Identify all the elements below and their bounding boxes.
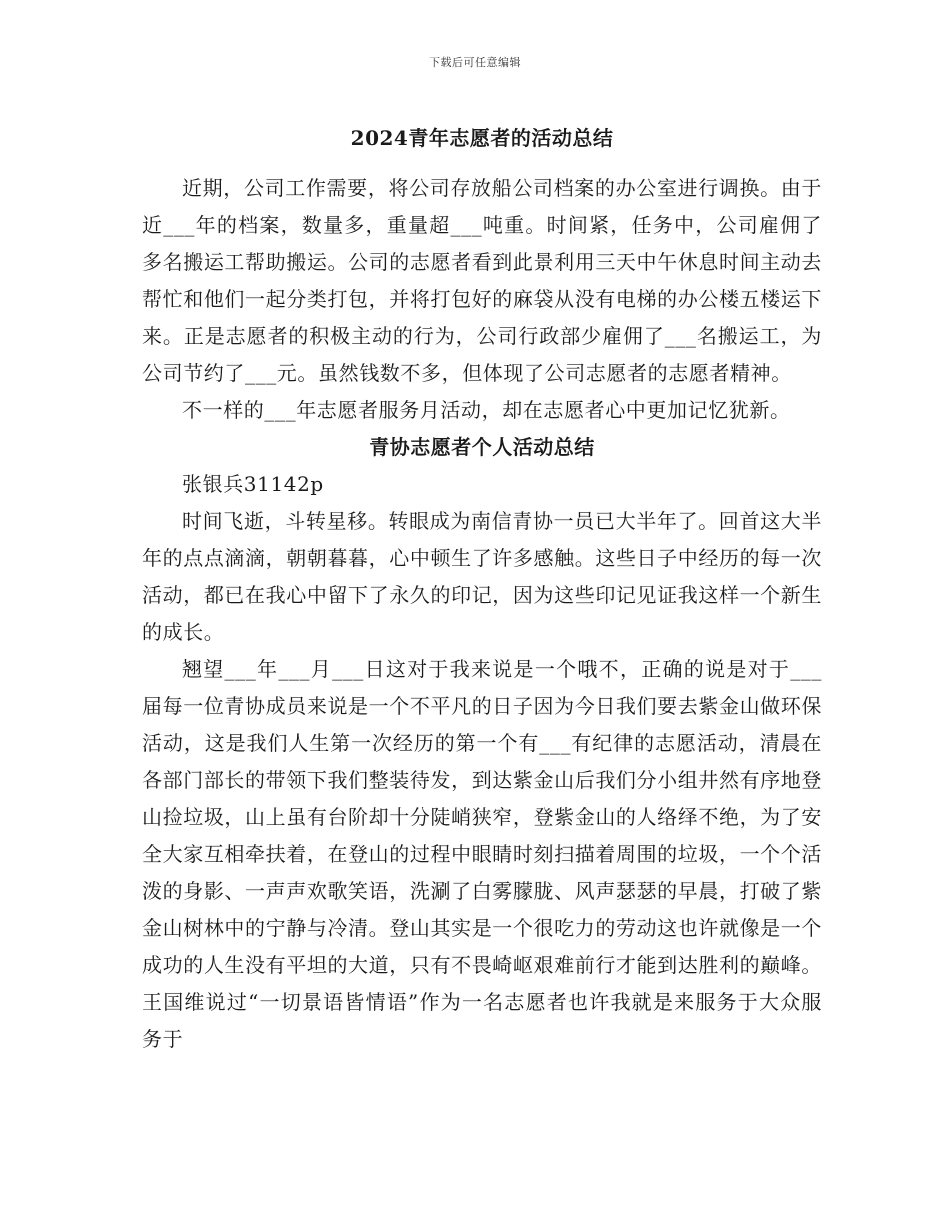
author-line: 张银兵31142p xyxy=(182,472,324,496)
paragraph: 翘望___年___月___日这对于我来说是一个哦不，正确的说是对于___届每一位青协成员来说是一个不平凡的日子因为今日我们要去紫金山做环保活动，这是我们人生第一次经历的第一个有___有纪律的志愿活动，清晨在各部门部长的带领下我们整装待发，到达紫金山后我们分小组井然有序地登山捡垃圾，山上虽有台阶却十分陡峭狭窄，登紫金山的人络绎不绝，为了安全大家互相牵扶着，在登山的过程中眼睛时刻扫描着周围的垃圾，一个个活泼的身影、一声声欢歌笑语，洗涮了白雾朦胧、风声瑟瑟的早晨，打破了紫金山树林中的宁静与冷清。登山其实是一个很吃力的劳动这也许就像是一个成功的人生没有平坦的大道，只有不畏崎岖艰难前行才能到达胜利的巅峰。王国维说过“一切景语皆情语”作为一名志愿者也许我就是来服务于大众服务于 xyxy=(142,657,822,1051)
paragraph: 不一样的___年志愿者服务月活动，却在志愿者心中更加记忆犹新。 xyxy=(182,398,791,422)
paragraph: 时间飞逝，斗转星移。转眼成为南信青协一员已大半年了。回首这大半年的点点滴滴，朝朝暮暮，心中顿生了许多感触。这些日子中经历的每一次活动，都已在我心中留下了永久的印记，因为这些印记见证我这样一个新生的成长。 xyxy=(142,509,822,644)
page-header-note: 下载后可任意编辑 xyxy=(429,56,521,69)
document-title: 2024青年志愿者的活动总结 xyxy=(350,126,614,150)
paragraph: 近期，公司工作需要，将公司存放船公司档案的办公室进行调换。由于近___年的档案，数量多，重量超___吨重。时间紧，任务中，公司雇佣了多名搬运工帮助搬运。公司的志愿者看到此景利用三天中午休息时间主动去帮忙和他们一起分类打包，并将打包好的麻袋从没有电梯的办公楼五楼运下来。正是志愿者的积极主动的行为，公司行政部少雇佣了___名搬运工，为公司节约了___元。虽然钱数不多，但体现了公司志愿者的志愿者精神。 xyxy=(142,176,822,385)
section-title: 青协志愿者个人活动总结 xyxy=(369,435,595,459)
document-body xyxy=(142,120,822,1058)
